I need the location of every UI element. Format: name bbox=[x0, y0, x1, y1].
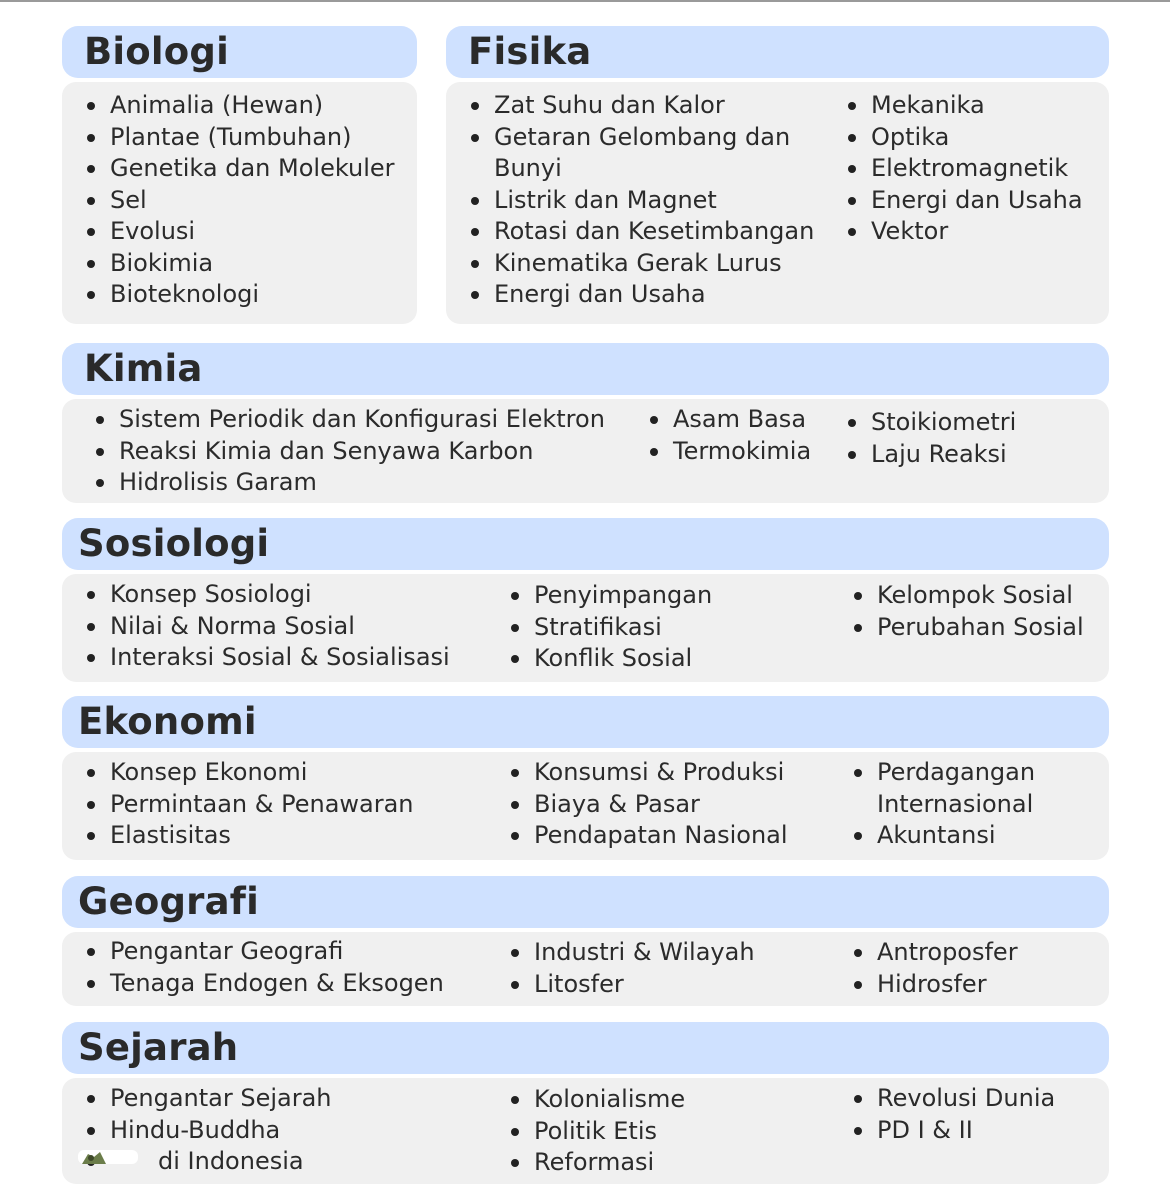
list-item: Konsep Sosiologi bbox=[86, 579, 450, 611]
list-item: Sistem Periodik dan Konfigurasi Elektron bbox=[95, 404, 605, 436]
list-item: Pengantar Geografi bbox=[86, 936, 444, 968]
fisika-card bbox=[446, 26, 1109, 324]
kimia-list-col2 bbox=[649, 404, 811, 467]
biologi-card bbox=[62, 26, 417, 324]
list-item: Kolonialisme bbox=[510, 1084, 685, 1116]
fisika-title: Fisika bbox=[468, 30, 592, 73]
list-item: Konflik Sosial bbox=[510, 643, 712, 675]
list-item: Biaya & Pasar bbox=[510, 789, 788, 821]
sosiologi-header bbox=[62, 518, 1109, 570]
list-item: Getaran Gelombang dan Bunyi bbox=[470, 122, 814, 185]
list-item: Asam Basa bbox=[649, 404, 811, 436]
list-item: Konsumsi & Produksi bbox=[510, 757, 788, 789]
list-item: Optika bbox=[847, 122, 1083, 154]
list-item: Biokimia bbox=[86, 248, 395, 280]
list-item: Vektor bbox=[847, 216, 1083, 248]
list-item: Elastisitas bbox=[86, 820, 414, 852]
sosiologi-list-col2 bbox=[510, 580, 712, 675]
ekonomi-card bbox=[62, 696, 1109, 860]
list-item: Perdagangan Internasional bbox=[853, 757, 1077, 820]
list-item: Energi dan Usaha bbox=[470, 279, 820, 311]
ekonomi-header bbox=[62, 696, 1109, 748]
sejarah-card bbox=[62, 1022, 1109, 1176]
sejarah-title: Sejarah bbox=[78, 1026, 239, 1069]
sosiologi-card bbox=[62, 518, 1109, 682]
list-item: Hindu-Buddha bbox=[86, 1115, 332, 1147]
list-item: Zat Suhu dan Kalor bbox=[470, 90, 820, 122]
biologi-title: Biologi bbox=[84, 30, 229, 73]
list-item: Hidrolisis Garam bbox=[95, 467, 605, 499]
list-item: Politik Etis bbox=[510, 1116, 685, 1148]
list-item: Interaksi Sosial & Sosialisasi bbox=[86, 642, 450, 674]
ekonomi-list-col2 bbox=[510, 757, 788, 852]
list-item: Stoikiometri bbox=[847, 407, 1016, 439]
geografi-card bbox=[62, 876, 1109, 1006]
list-item: Elektromagnetik bbox=[847, 153, 1083, 185]
sejarah-list-col3 bbox=[853, 1083, 1055, 1146]
kimia-title: Kimia bbox=[84, 347, 203, 390]
fisika-list-col2 bbox=[847, 90, 1083, 248]
sosiologi-title: Sosiologi bbox=[78, 522, 270, 565]
list-item: Reformasi bbox=[510, 1147, 685, 1179]
list-item: Kinematika Gerak Lurus bbox=[470, 248, 820, 280]
kimia-list-col3 bbox=[847, 407, 1016, 470]
geografi-list-col1 bbox=[86, 936, 444, 999]
kimia-card bbox=[62, 343, 1109, 503]
geografi-header bbox=[62, 876, 1109, 928]
list-item: Energi dan Usaha bbox=[847, 185, 1083, 217]
list-item: Bioteknologi bbox=[86, 279, 395, 311]
sosiologi-list-col1 bbox=[86, 579, 450, 674]
list-item: Evolusi bbox=[86, 216, 395, 248]
list-item: Perubahan Sosial bbox=[853, 612, 1084, 644]
list-item: Akuntansi bbox=[853, 820, 1083, 852]
list-item: Termokimia bbox=[649, 436, 811, 468]
ekonomi-title: Ekonomi bbox=[78, 700, 257, 743]
list-item: Tenaga Endogen & Eksogen bbox=[86, 968, 444, 1000]
sticker-image bbox=[60, 1148, 150, 1164]
list-item: Plantae (Tumbuhan) bbox=[86, 122, 395, 154]
biologi-list bbox=[86, 90, 395, 311]
list-item: Pendapatan Nasional bbox=[510, 820, 788, 852]
list-item: Laju Reaksi bbox=[847, 439, 1016, 471]
list-item: Penyimpangan bbox=[510, 580, 712, 612]
list-item: Revolusi Dunia bbox=[853, 1083, 1055, 1115]
list-item: Animalia (Hewan) bbox=[86, 90, 395, 122]
list-item: Nilai & Norma Sosial bbox=[86, 611, 450, 643]
geografi-list-col3 bbox=[853, 937, 1018, 1000]
kimia-header bbox=[62, 343, 1109, 395]
kimia-list-col1 bbox=[95, 404, 605, 499]
list-item: Pengantar Sejarah bbox=[86, 1083, 332, 1115]
biologi-header bbox=[62, 26, 417, 78]
list-item-text: di Indonesia bbox=[158, 1147, 304, 1175]
list-item: Permintaan & Penawaran bbox=[86, 789, 414, 821]
list-item: Sel bbox=[86, 185, 395, 217]
list-item: Listrik dan Magnet bbox=[470, 185, 820, 217]
sosiologi-list-col3 bbox=[853, 580, 1084, 643]
list-item: Mekanika bbox=[847, 90, 1083, 122]
list-item: Konsep Ekonomi bbox=[86, 757, 414, 789]
list-item: Industri & Wilayah bbox=[510, 937, 755, 969]
list-item: Genetika dan Molekuler bbox=[86, 153, 395, 185]
fisika-header bbox=[446, 26, 1109, 78]
list-item: PD I & II bbox=[853, 1115, 1055, 1147]
list-item: Stratifikasi bbox=[510, 612, 712, 644]
geografi-title: Geografi bbox=[78, 880, 259, 923]
sejarah-header bbox=[62, 1022, 1109, 1074]
ekonomi-list-col3 bbox=[853, 757, 1083, 852]
list-item: Litosfer bbox=[510, 969, 755, 1001]
fisika-list-col1 bbox=[470, 90, 820, 311]
ekonomi-list-col1 bbox=[86, 757, 414, 852]
list-item: Kelompok Sosial bbox=[853, 580, 1084, 612]
top-border-line bbox=[0, 0, 1170, 2]
list-item: Reaksi Kimia dan Senyawa Karbon bbox=[95, 436, 605, 468]
list-item: Rotasi dan Kesetimbangan bbox=[470, 216, 820, 248]
sejarah-list-col2 bbox=[510, 1084, 685, 1179]
list-item: Antroposfer bbox=[853, 937, 1018, 969]
list-item: Hidrosfer bbox=[853, 969, 1018, 1001]
geografi-list-col2 bbox=[510, 937, 755, 1000]
